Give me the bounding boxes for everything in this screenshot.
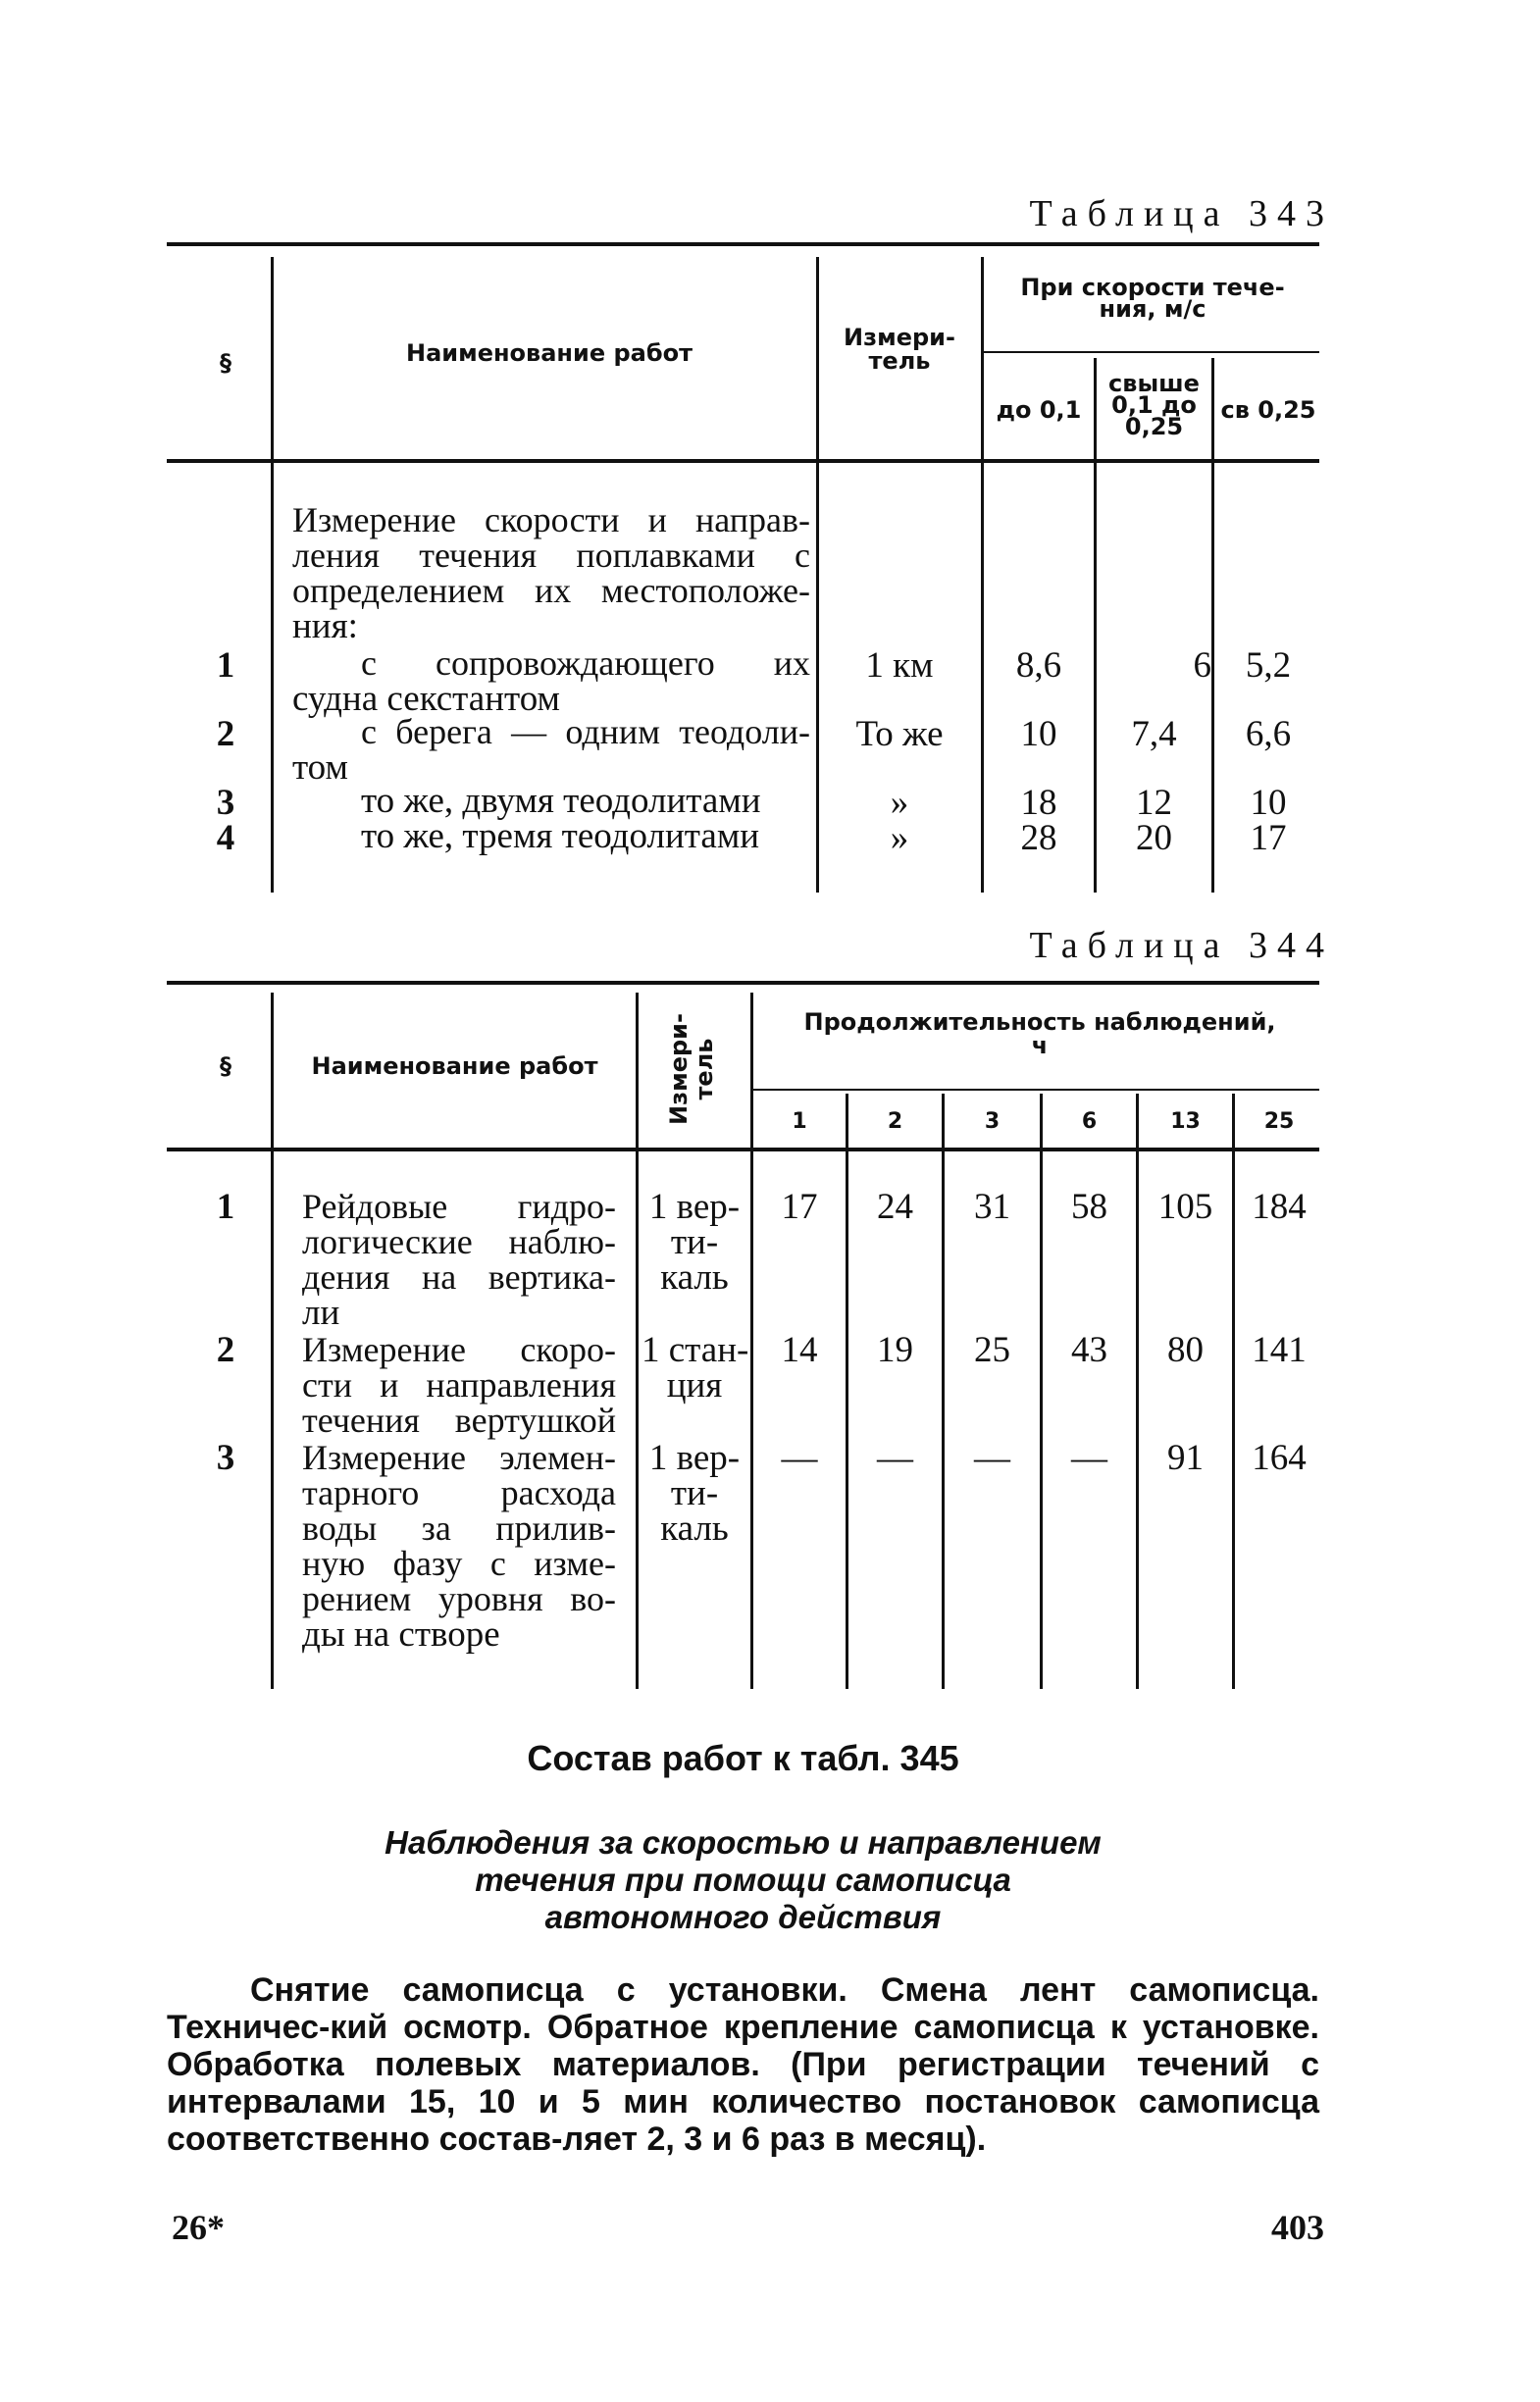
table-344-row-unit: ция xyxy=(666,1365,723,1405)
section-subtitle-line: автономного действия xyxy=(544,1899,942,1935)
table-344-row-number: 1 xyxy=(216,1187,235,1227)
table-343-row-unit: 1 км xyxy=(865,645,934,686)
table-344-row-unit: 1 вер- xyxy=(648,1438,741,1478)
table-344-cell-value: — xyxy=(781,1438,818,1478)
table-344-row-name: дения на вертика- xyxy=(302,1257,616,1297)
table-343-row-number: 1 xyxy=(216,645,235,686)
table-343-header-rule xyxy=(167,459,1319,463)
table-344-row-number: 2 xyxy=(216,1330,235,1370)
table-344-header-rule xyxy=(167,1148,1319,1151)
table-343-cell-value: 5,2 xyxy=(1245,645,1292,686)
table-344-vline xyxy=(636,993,639,1689)
table-344-header-unit: Измери- тель xyxy=(665,1013,718,1125)
table-344-row-name: воды за прилив- xyxy=(302,1508,616,1548)
table-344-vline xyxy=(1136,1094,1139,1689)
table-344-vline xyxy=(1232,1094,1235,1689)
table-343-cell-value: 6 xyxy=(1193,645,1211,686)
table-343-intro-line: ния: xyxy=(292,606,358,646)
table-344-cell-value: 43 xyxy=(1071,1330,1107,1370)
table-344-row-name: тарного расхода xyxy=(302,1473,616,1512)
table-343-row-name: с берега — одним теодоли- xyxy=(361,712,810,751)
table-343-header-sub3: св 0,25 xyxy=(1220,396,1316,424)
table-344-header-col: 3 xyxy=(984,1109,1001,1134)
table-343-row-name-cont: судна секстантом xyxy=(292,679,560,719)
table-344-vline xyxy=(1040,1094,1043,1689)
table-344-cell-value: 105 xyxy=(1157,1187,1213,1227)
table-344-cell-value: 25 xyxy=(974,1330,1010,1370)
table-344-row-number: 3 xyxy=(216,1438,235,1478)
table-344-cell-value: — xyxy=(974,1438,1010,1478)
table-344-top-rule xyxy=(167,981,1319,985)
table-343-row-name: с сопровождающего их xyxy=(361,643,810,683)
table-344-header-name: Наименование работ xyxy=(311,1052,598,1080)
section-subtitle-line: Наблюдения за скоростью и направлением xyxy=(385,1824,1102,1861)
table-343-intro-line: Измерение скорости и направ- xyxy=(292,500,810,539)
table-343-cell-value: 7,4 xyxy=(1131,714,1177,754)
table-343-row-name-cont: том xyxy=(292,747,348,788)
table-344-vline xyxy=(942,1094,945,1689)
table-343-top-rule xyxy=(167,242,1319,246)
table-344-row-name: логические наблю- xyxy=(302,1222,616,1261)
table-343-cell-value: 20 xyxy=(1136,818,1172,858)
table-344-header-section: § xyxy=(220,1052,231,1080)
table-344-row-unit: 1 стан- xyxy=(642,1330,749,1370)
table-344-row-name: сти и направления xyxy=(302,1365,616,1405)
table-344-header-col: 2 xyxy=(887,1109,903,1134)
table-343-row-unit: То же xyxy=(855,714,944,754)
table-343-group-rule xyxy=(981,351,1319,353)
table-343-vline xyxy=(271,257,274,893)
table-343-header-name: Наименование работ xyxy=(405,339,693,367)
table-344-cell-value: 184 xyxy=(1252,1187,1307,1227)
table-343-caption: Таблица 343 xyxy=(1029,193,1334,234)
table-344-row-unit: каль xyxy=(660,1257,729,1298)
table-343-header-group: При скорости тече- ния, м/с xyxy=(1020,274,1285,323)
table-344-cell-value: — xyxy=(1071,1438,1107,1478)
table-344-row-name: ли xyxy=(302,1293,340,1333)
table-344-cell-value: 164 xyxy=(1252,1438,1307,1478)
table-344-header-group: Продолжительность наблюдений, ч xyxy=(803,1008,1276,1059)
table-344-row-name: Измерение элемен- xyxy=(302,1438,616,1477)
page-number: 403 xyxy=(1271,2208,1324,2247)
table-344-cell-value: 141 xyxy=(1252,1330,1307,1370)
table-344-caption: Таблица 344 xyxy=(1029,925,1334,966)
table-344-row-unit: ти- xyxy=(670,1473,719,1513)
table-343-header-sub2: свыше 0,1 до 0,25 xyxy=(1108,370,1200,440)
table-343-cell-value: 10 xyxy=(1250,783,1287,823)
table-344-cell-value: 91 xyxy=(1167,1438,1204,1478)
section-title: Состав работ к табл. 345 xyxy=(527,1738,959,1778)
table-344-row-name: Рейдовые гидро- xyxy=(302,1187,616,1226)
table-343-vline xyxy=(816,257,819,893)
table-343-row-name: то же, двумя теодолитами xyxy=(361,781,761,821)
table-344-row-unit: каль xyxy=(660,1508,729,1549)
table-343-row-number: 3 xyxy=(216,783,235,823)
table-343-cell-value: 18 xyxy=(1020,783,1057,823)
table-344-vline xyxy=(846,1094,848,1689)
table-344-vline xyxy=(271,993,274,1689)
table-344-header-col: 6 xyxy=(1081,1109,1098,1134)
table-343-header-section: § xyxy=(220,349,231,377)
table-344-row-name: ную фазу с изме- xyxy=(302,1544,616,1583)
table-344-header-col: 1 xyxy=(792,1109,807,1134)
table-343-cell-value: 12 xyxy=(1136,783,1172,823)
table-344-header-col: 13 xyxy=(1170,1109,1201,1134)
table-343-intro-line: определением их местоположе- xyxy=(292,571,810,610)
table-344-header-col: 25 xyxy=(1263,1109,1295,1134)
table-343-row-unit: » xyxy=(890,818,909,858)
table-344-cell-value: 80 xyxy=(1167,1330,1204,1370)
table-344-row-unit: 1 вер- xyxy=(648,1187,741,1227)
table-344-row-name: Измерение скоро- xyxy=(302,1330,616,1369)
footer-signature: 26* xyxy=(172,2208,225,2247)
table-344-cell-value: 19 xyxy=(877,1330,913,1370)
table-343-row-name: то же, тремя теодолитами xyxy=(361,816,760,856)
table-343-cell-value: 6,6 xyxy=(1245,714,1292,754)
section-paragraph: Снятие самописца с установки. Смена лент самописца. Техничес-кий осмотр. Обратное крепление самописца к установке. Обработка полевых материалов. (При регистрации течений с интервалами 15, 10 и 5 мин количество постановок самописца соответственно состав-ляет 2, 3 и 6 раз в месяц). xyxy=(167,1971,1319,2158)
table-343-row-unit: » xyxy=(890,783,909,823)
table-344-cell-value: 58 xyxy=(1071,1187,1107,1227)
table-343-intro-line: ления течения поплавками с xyxy=(292,536,810,575)
table-344-row-name: течения вертушкой xyxy=(302,1401,616,1440)
table-344-cell-value: 17 xyxy=(781,1187,818,1227)
table-344-cell-value: — xyxy=(877,1438,913,1478)
table-343-cell-value: 28 xyxy=(1020,818,1057,858)
table-343-cell-value: 10 xyxy=(1020,714,1057,754)
section-subtitle-line: течения при помощи самописца xyxy=(475,1862,1011,1898)
table-344-row-unit: ти- xyxy=(670,1222,719,1262)
table-343-cell-value: 17 xyxy=(1250,818,1287,858)
table-343-cell-value: 8,6 xyxy=(1015,645,1062,686)
table-343-row-number: 4 xyxy=(216,818,235,858)
table-344-cell-value: 24 xyxy=(877,1187,913,1227)
table-343-row-number: 2 xyxy=(216,714,235,754)
table-344-cell-value: 31 xyxy=(974,1187,1010,1227)
table-344-cell-value: 14 xyxy=(781,1330,818,1370)
table-344-row-name: ды на створе xyxy=(302,1614,500,1655)
table-343-header-sub1: до 0,1 xyxy=(996,396,1082,424)
table-344-group-rule xyxy=(750,1089,1319,1091)
table-344-row-name: рением уровня во- xyxy=(302,1579,616,1618)
table-343-header-unit: Измери- тель xyxy=(844,324,955,375)
